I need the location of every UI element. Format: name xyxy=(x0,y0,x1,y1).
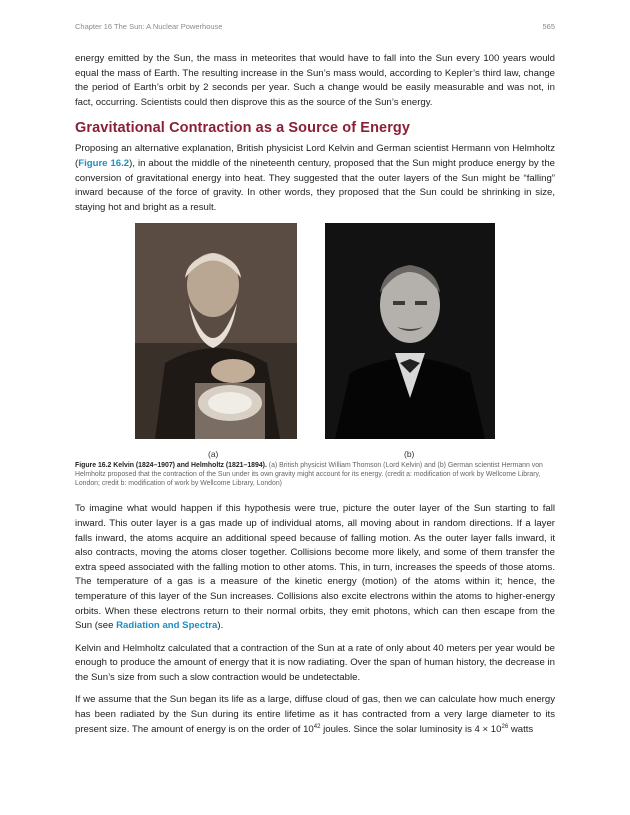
figure-16-2-link[interactable]: Figure 16.2 xyxy=(78,157,130,169)
figure-label-b: (b) xyxy=(404,449,415,460)
figure-16-2 xyxy=(75,223,555,461)
exponent: 42 xyxy=(313,723,321,730)
running-header xyxy=(75,22,555,34)
helmholtz-portrait-photo xyxy=(325,223,495,439)
page-content xyxy=(75,52,555,745)
paragraph-text: To imagine what would happen if this hypothesis were true, picture the outer layer of the Sun starting to fall inward. This outer layer is a gas made up of individual atoms, all moving about in random directions. If a layer falls inward, the atoms acquire an additional speed because of falling motion. As the outer layer falls inward, it also contracts, moving the atoms closer together. Collisions become more likely, and some of them transfer the extra speed associated with the falling motion to other atoms. This, in turn, increases the speeds of those atoms. The temperature of a gas is a measure of the kinetic energy (motion) of the atoms within it; hence, the temperature of this layer of the Sun increases. Collisions also excite electrons within the atoms to higher-energy orbits. When these electrons return to their normal orbits, they emit photons, which can then escape from the Sun (see xyxy=(75,503,555,632)
figure-label-a: (a) xyxy=(208,449,219,460)
paragraph-text: Proposing an alternative explanation, British physicist Lord Kelvin and German scientist Hermann von Helmholtz ( xyxy=(75,143,555,169)
kelvin-portrait-photo xyxy=(135,223,297,439)
page-number: 565 xyxy=(542,22,555,31)
chapter-title: Chapter 16 The Sun: A Nuclear Powerhouse xyxy=(75,22,223,31)
paragraph-energy-lifetime xyxy=(75,693,555,737)
paragraph-text: ), in about the middle of the nineteenth century, proposed that the Sun might produce energy by the conversion of gravitational energy into heat. They suggested that the outer layers of the Sun might be “falling” inward because of the force of gravity. In other words, they proposed that the Sun could be shrinking in size, staying hot and bright as a result. xyxy=(75,157,556,213)
paragraph-text: watts xyxy=(508,723,534,735)
section-heading: Gravitational Contraction as a Source of Energy xyxy=(75,120,411,137)
paragraph-text: joules. Since the solar luminosity is 4 × 10 xyxy=(320,723,502,735)
paragraph-contraction-rate: Kelvin and Helmholtz calculated that a contraction of the Sun at a rate of only about 40 meters per year would be enough to produce the amount of energy that it is now radiating. Over the span of human history, the decrease in the Sun’s size from such a slow contraction would be undetectable. xyxy=(75,642,555,683)
paragraph-outer-layer xyxy=(75,502,555,633)
figure-caption xyxy=(75,461,555,488)
paragraph-kelvin-helmholtz xyxy=(75,142,555,215)
caption-text: (a) British physicist William Thomson (Lord Kelvin) and (b) German scientist Hermann von Helmholtz proposed that the contraction of the Sun under its own gravity might account for its energy. (credit a: modification of work by Wellcome Library, London; credit b: modification of work by Wellcome Library, London) xyxy=(75,462,543,488)
exponent: 26 xyxy=(501,723,509,730)
paragraph-text: If we assume that the Sun began its life as a large, diffuse cloud of gas, then we can calculate how much energy has been radiated by the Sun during its entire lifetime as it has contracted from a very large diameter to its present size. The amount of energy is on the order of 10 xyxy=(75,694,555,735)
intro-paragraph: energy emitted by the Sun, the mass in meteorites that would have to fall into the Sun every 100 years would equal the mass of Earth. The resulting increase in the Sun’s mass would, according to Kepler’s third law, change the period of Earth’s orbit by 2 seconds per year. Such a change would be easily measurable and was not, in fact, occurring. Scientists could then disprove this as the source of the Sun’s energy. xyxy=(75,53,555,108)
paragraph-text: ). xyxy=(217,620,224,632)
caption-title: Figure 16.2 Kelvin (1824–1907) and Helmholtz (1821–1894). xyxy=(75,462,267,470)
radiation-and-spectra-link[interactable]: Radiation and Spectra xyxy=(116,620,218,632)
